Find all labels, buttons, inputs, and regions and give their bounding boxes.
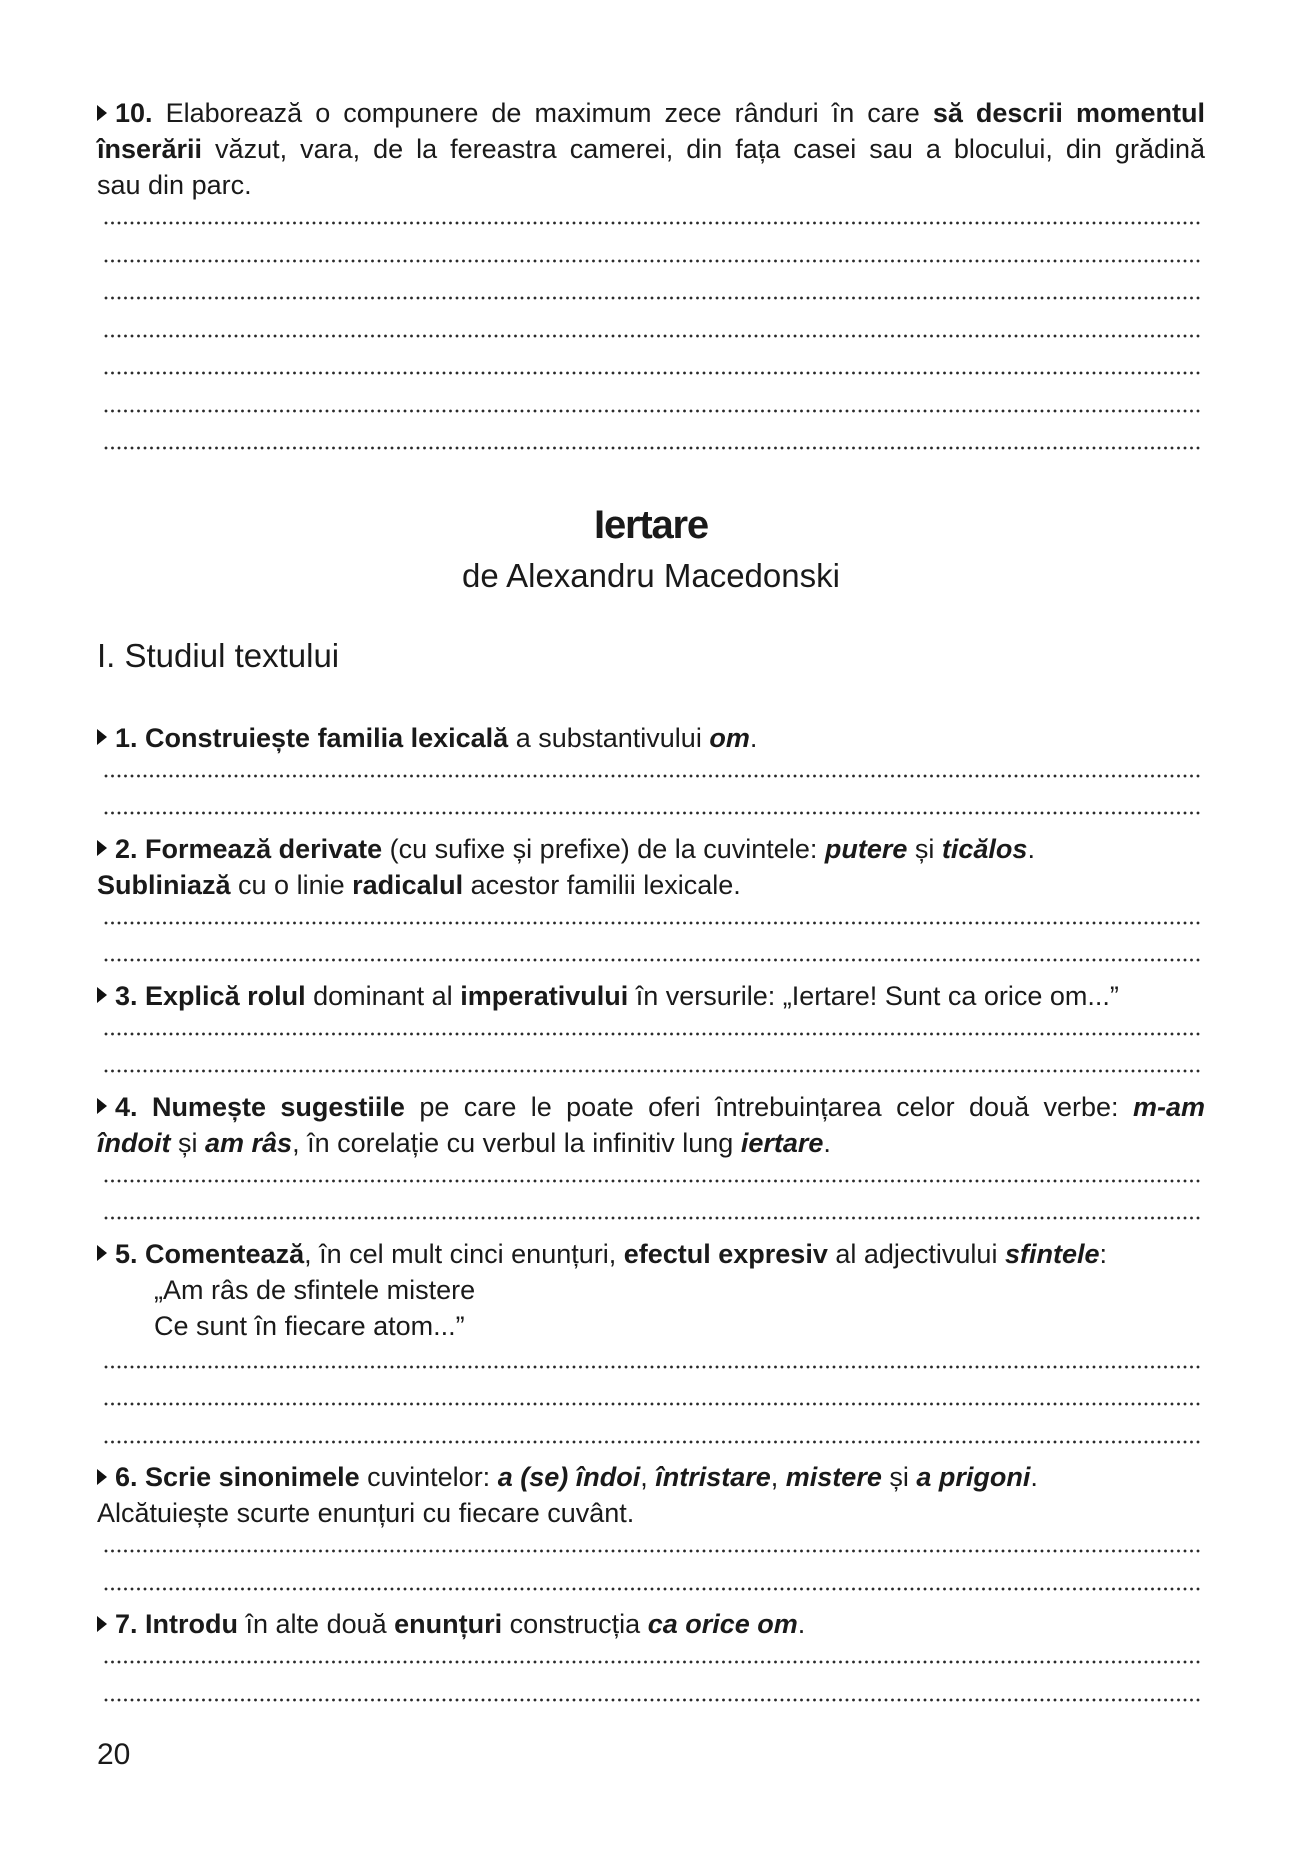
plain-text: , (770, 1462, 786, 1492)
answer-line (97, 903, 1205, 941)
keyword-text: m-am (1132, 1091, 1206, 1122)
plain-text: cu o linie (230, 869, 353, 900)
task-line (97, 978, 1205, 1014)
answer-line (97, 241, 1205, 279)
triangle-bullet-icon (97, 987, 107, 1003)
exercise-10-line-2 (97, 131, 1205, 167)
plain-text: al adjectivului (827, 1238, 1005, 1269)
exercise-10-line-1 (97, 95, 1205, 131)
bold-text: Scrie sinonimele (137, 1462, 360, 1492)
keyword-text: am râs (205, 1127, 293, 1158)
task-number: 1. (115, 722, 138, 753)
answer-lines (97, 1642, 1205, 1717)
bold-text: înserării (97, 134, 203, 164)
bold-text: Numește sugestiile (137, 1091, 405, 1122)
plain-text: în alte două (238, 1609, 395, 1639)
keyword-text: iertare (740, 1127, 824, 1158)
answer-line (97, 793, 1205, 831)
task-6 (97, 1459, 1205, 1531)
answer-line (97, 353, 1205, 391)
exercise-10 (97, 95, 1205, 203)
plain-text: : (1099, 1238, 1107, 1269)
task-number: 2. (115, 833, 138, 864)
answer-line (97, 1384, 1205, 1422)
triangle-bullet-icon (97, 105, 107, 121)
answer-line (97, 756, 1205, 794)
task-number: 6. (115, 1462, 138, 1492)
task-3 (97, 978, 1205, 1014)
task-5 (97, 1236, 1205, 1344)
task-4 (97, 1089, 1205, 1161)
exercise-number: 10. (115, 98, 153, 128)
answer-lines (97, 1347, 1205, 1460)
answer-lines (97, 1014, 1205, 1089)
plain-text: . (797, 1609, 806, 1639)
plain-text: Alcătuiește scurte enunțuri cu fiecare cuvânt. (97, 1498, 635, 1528)
bold-text: să descrii momentul (932, 98, 1205, 128)
answer-line (97, 940, 1205, 978)
task-line (97, 1125, 1205, 1161)
plain-text: sau din parc. (97, 170, 252, 200)
answer-line (97, 1531, 1205, 1569)
answer-line (97, 203, 1205, 241)
bold-text: efectul expresiv (623, 1238, 828, 1269)
keyword-text: sfintele (1004, 1238, 1100, 1269)
task-line (97, 1089, 1205, 1125)
answer-line (97, 1198, 1205, 1236)
poem-quote-line: „Am râs de sfintele mistere (154, 1274, 476, 1305)
triangle-bullet-icon (97, 1098, 107, 1114)
keyword-text: om (709, 722, 750, 753)
task-number: 7. (115, 1609, 138, 1639)
keyword-text: ca orice om (647, 1609, 798, 1639)
triangle-bullet-icon (97, 729, 107, 745)
answer-lines (97, 756, 1205, 831)
plain-text: pe care le poate oferi întrebuințarea celor două verbe: (404, 1091, 1133, 1122)
answer-line (97, 1347, 1205, 1385)
section-heading: I. Studiul textului (97, 636, 340, 674)
task-line (97, 1459, 1205, 1495)
answer-line (97, 1014, 1205, 1052)
bold-text: Explică rolul (137, 980, 306, 1011)
task-7 (97, 1606, 1205, 1642)
answer-line (97, 1680, 1205, 1718)
bold-text: Construiește familia lexicală (137, 722, 509, 753)
answer-lines (97, 1161, 1205, 1236)
answer-lines (97, 903, 1205, 978)
keyword-text: mistere (785, 1462, 882, 1492)
task-1 (97, 720, 1205, 756)
bold-text: radicalul (352, 869, 464, 900)
answer-line (97, 428, 1205, 466)
keyword-text: îndoit (97, 1127, 171, 1158)
plain-text: Elaborează o compunere de maximum zece rânduri în care (152, 98, 933, 128)
plain-text: cuvintelor: (359, 1462, 498, 1492)
answer-lines (97, 1531, 1205, 1606)
plain-text: , (640, 1462, 656, 1492)
plain-text: . (823, 1127, 831, 1158)
keyword-text: întristare (655, 1462, 771, 1492)
keyword-text: a (se) îndoi (497, 1462, 641, 1492)
bold-text: imperativului (460, 980, 629, 1011)
answer-line (97, 1051, 1205, 1089)
triangle-bullet-icon (97, 1616, 107, 1632)
keyword-text: ticălos (941, 833, 1028, 864)
bold-text: Comentează (137, 1238, 305, 1269)
plain-text: , în cel mult cinci enunțuri, (304, 1238, 624, 1269)
plain-text: construcția (502, 1609, 648, 1639)
triangle-bullet-icon (97, 1245, 107, 1261)
keyword-text: putere (824, 833, 908, 864)
task-line (97, 720, 1205, 756)
task-line (97, 831, 1205, 867)
bold-text: Introdu (137, 1609, 239, 1639)
plain-text: și (170, 1127, 205, 1158)
answer-line (97, 1642, 1205, 1680)
task-number: 3. (115, 980, 138, 1011)
plain-text: și (907, 833, 942, 864)
plain-text: (cu sufixe și prefixe) de la cuvintele: (382, 833, 825, 864)
task-2 (97, 831, 1205, 903)
plain-text: . (1027, 833, 1035, 864)
plain-text: dominant al (305, 980, 461, 1011)
triangle-bullet-icon (97, 840, 107, 856)
answer-line (97, 391, 1205, 429)
plain-text: și (881, 1462, 917, 1492)
task-line (97, 867, 1205, 903)
plain-text: , în corelație cu verbul la infinitiv lung (292, 1127, 741, 1158)
task-number: 5. (115, 1238, 138, 1269)
bold-text: enunțuri (394, 1609, 503, 1639)
task-line (97, 1236, 1205, 1272)
answer-line (97, 1569, 1205, 1607)
exercise-10-line-3 (97, 167, 1205, 203)
answer-line (97, 316, 1205, 354)
poem-author: de Alexandru Macedonski (462, 556, 840, 594)
keyword-text: a prigoni (916, 1462, 1031, 1492)
plain-text: a substantivului (508, 722, 710, 753)
bold-text: Formează derivate (137, 833, 383, 864)
answer-line (97, 1161, 1205, 1199)
page-content (97, 95, 1205, 1775)
plain-text: văzut, vara, de la fereastra camerei, din fața casei sau a blocului, din grădină (202, 134, 1205, 164)
task-line (97, 1606, 1205, 1642)
plain-text: în versurile: „Iertare! Sunt ca orice om...” (628, 980, 1119, 1011)
plain-text: . (1030, 1462, 1038, 1492)
poem-quote-line: Ce sunt în fiecare atom...” (154, 1310, 465, 1341)
plain-text: acestor familii lexicale. (463, 869, 741, 900)
answer-lines (97, 203, 1205, 466)
plain-text: . (749, 722, 758, 753)
poem-title: Iertare (594, 502, 708, 547)
task-line (97, 1495, 1205, 1531)
answer-line (97, 1422, 1205, 1460)
page-number: 20 (97, 1738, 131, 1771)
bold-text: Subliniază (97, 869, 231, 900)
answer-line (97, 278, 1205, 316)
triangle-bullet-icon (97, 1469, 107, 1485)
task-number: 4. (115, 1091, 138, 1122)
